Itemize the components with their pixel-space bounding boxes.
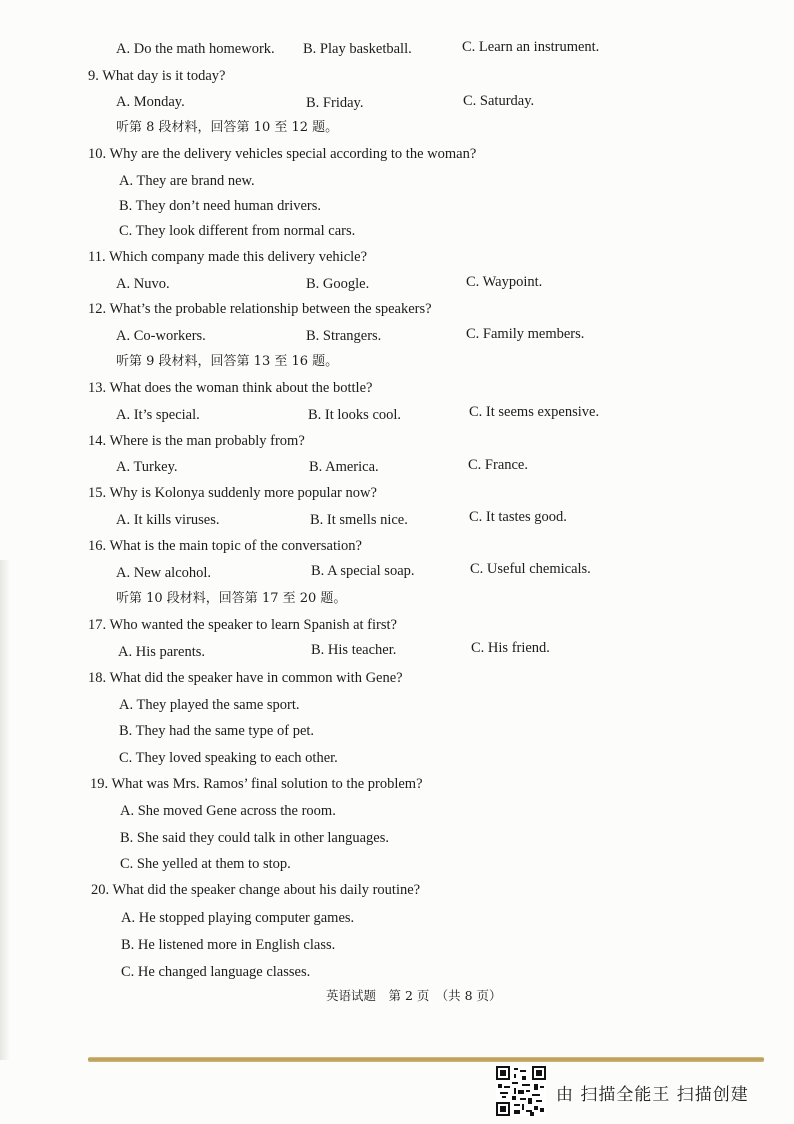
q16-option-a: A. New alcohol.: [116, 565, 212, 581]
q19-option-c: C. She yelled at them to stop.: [120, 856, 291, 872]
q19-option-a: A. She moved Gene across the room.: [120, 803, 336, 819]
q16-option-b: B. A special soap.: [311, 563, 415, 579]
q12-option-c: C. Family members.: [466, 326, 585, 342]
q14-text: 14. Where is the man probably from?: [88, 433, 305, 449]
q9-text: 9. What day is it today?: [88, 68, 226, 84]
qr-code-icon: [496, 1066, 546, 1116]
q13-text: 13. What does the woman think about the bottle?: [88, 380, 373, 396]
q15-text: 15. Why is Kolonya suddenly more popular now?: [88, 485, 377, 501]
q20-text: 20. What did the speaker change about his daily routine?: [91, 882, 421, 898]
q15-option-a: A. It kills viruses.: [116, 512, 220, 528]
q11-option-c: C. Waypoint.: [466, 274, 543, 290]
page-footer: 英语试题 第 2 页 （共 8 页）: [326, 988, 502, 1003]
q13-option-a: A. It’s special.: [116, 407, 200, 423]
q18-option-c: C. They loved speaking to each other.: [119, 750, 338, 766]
q14-option-c: C. France.: [468, 457, 528, 473]
q16-option-c: C. Useful chemicals.: [470, 561, 591, 577]
q8-option-c: C. Learn an instrument.: [462, 39, 600, 55]
section-9-instruction: 听第 9 段材料，回答第 13 至 16 题。: [116, 354, 339, 369]
q11-text: 11. Which company made this delivery vehicle?: [88, 249, 368, 265]
scanner-watermark: 由 扫描全能王 扫描创建: [556, 1085, 749, 1105]
q14-option-b: B. America.: [309, 459, 379, 475]
q11-option-a: A. Nuvo.: [116, 276, 170, 292]
q10-option-b: B. They don’t need human drivers.: [119, 198, 322, 214]
q12-option-b: B. Strangers.: [306, 328, 382, 344]
q20-option-a: A. He stopped playing computer games.: [121, 910, 355, 926]
q19-option-b: B. She said they could talk in other languages.: [120, 830, 390, 846]
q8-option-b: B. Play basketball.: [303, 41, 412, 57]
q13-option-b: B. It looks cool.: [308, 407, 402, 423]
q11-option-b: B. Google.: [306, 276, 370, 292]
q12-text: 12. What’s the probable relationship between the speakers?: [88, 301, 432, 317]
q20-option-c: C. He changed language classes.: [121, 964, 311, 980]
q12-option-a: A. Co-workers.: [116, 328, 206, 344]
q15-option-c: C. It tastes good.: [469, 509, 567, 525]
section-8-instruction: 听第 8 段材料，回答第 10 至 12 题。: [116, 120, 339, 135]
q9-option-a: A. Monday.: [116, 94, 185, 110]
q18-option-b: B. They had the same type of pet.: [119, 723, 315, 739]
q17-option-b: B. His teacher.: [311, 642, 397, 658]
q8-option-a: A. Do the math homework.: [116, 41, 275, 57]
q9-option-c: C. Saturday.: [463, 93, 535, 109]
q20-option-b: B. He listened more in English class.: [121, 937, 336, 953]
section-10-instruction: 听第 10 段材料，回答第 17 至 20 题。: [116, 591, 347, 606]
q9-option-b: B. Friday.: [306, 95, 364, 111]
q10-option-c: C. They look different from normal cars.: [119, 223, 356, 239]
q18-option-a: A. They played the same sport.: [119, 697, 300, 713]
q17-text: 17. Who wanted the speaker to learn Spanish at first?: [88, 617, 397, 633]
q19-text: 19. What was Mrs. Ramos’ final solution to the problem?: [90, 776, 423, 792]
q10-text: 10. Why are the delivery vehicles special according to the woman?: [88, 146, 477, 162]
q14-option-a: A. Turkey.: [116, 459, 178, 475]
q17-option-a: A. His parents.: [118, 644, 205, 660]
q13-option-c: C. It seems expensive.: [469, 404, 600, 420]
bottom-rule: [88, 1057, 764, 1062]
q18-text: 18. What did the speaker have in common with Gene?: [88, 670, 403, 686]
q15-option-b: B. It smells nice.: [310, 512, 408, 528]
q10-option-a: A. They are brand new.: [119, 173, 255, 189]
scan-edge-shadow: [0, 560, 10, 1060]
q17-option-c: C. His friend.: [471, 640, 550, 656]
q16-text: 16. What is the main topic of the conversation?: [88, 538, 362, 554]
